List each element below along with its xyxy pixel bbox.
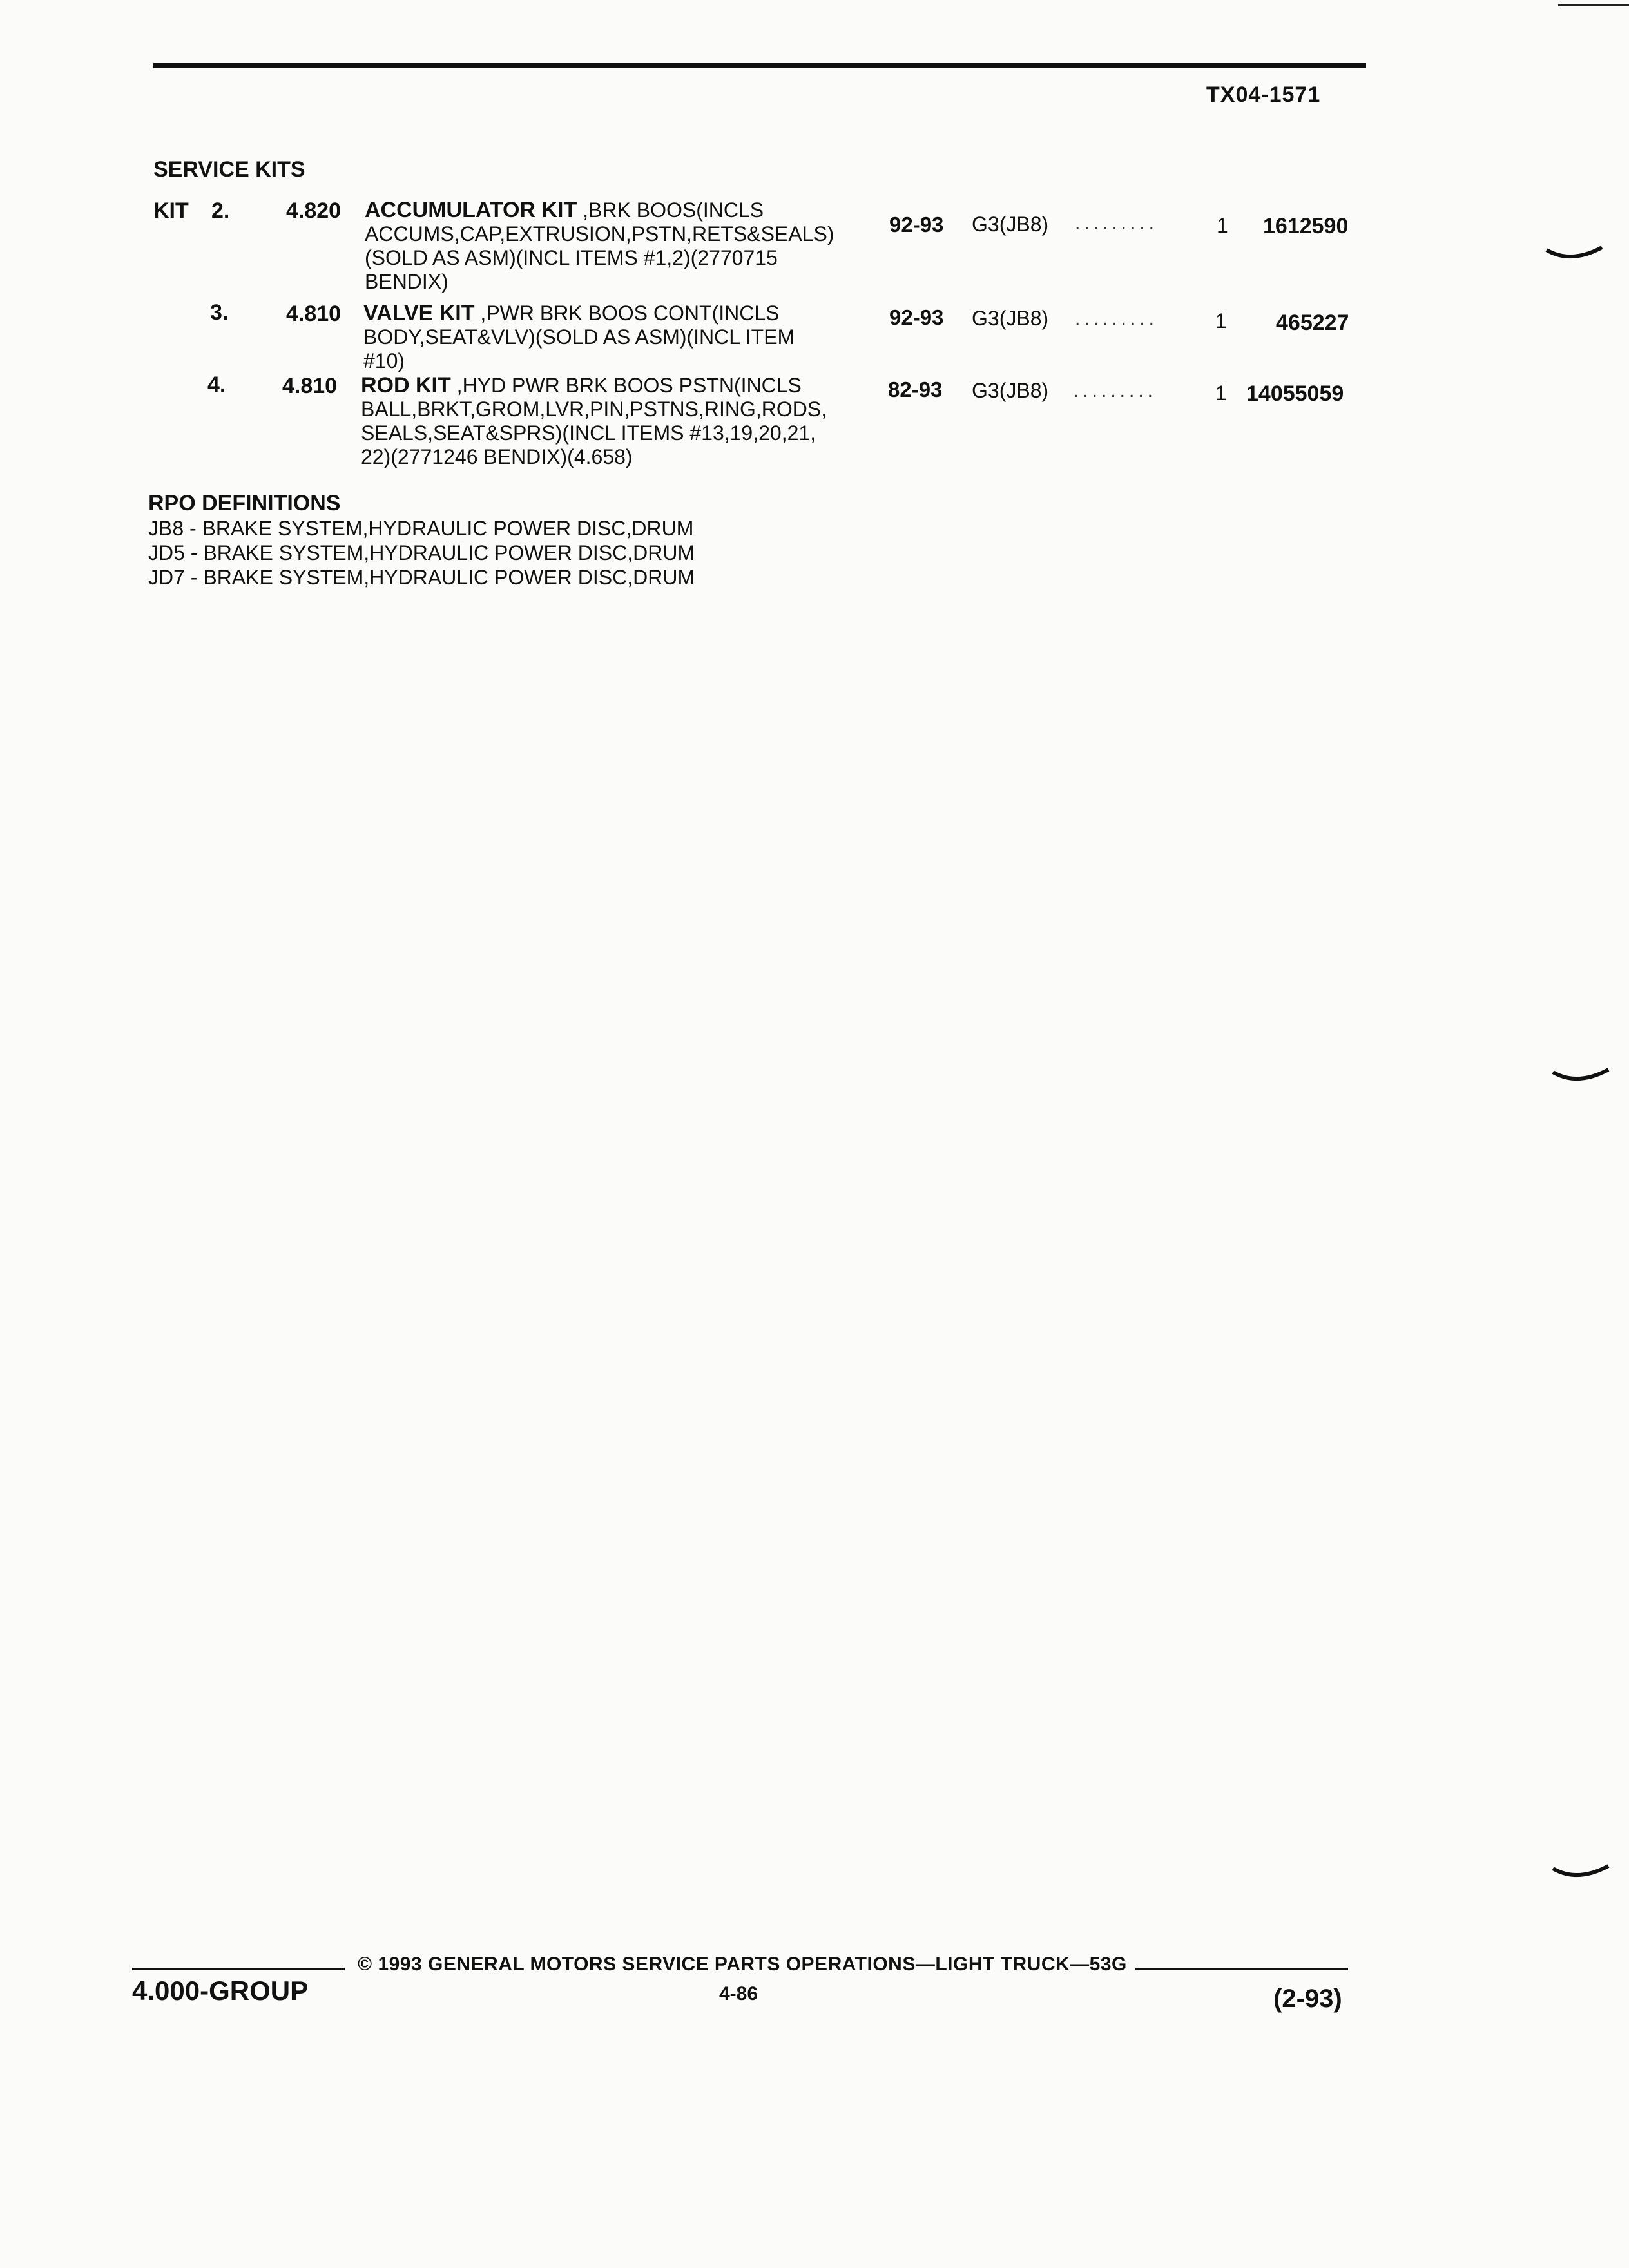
part-number: 14055059 <box>1246 381 1344 406</box>
item-ref: 4.810 <box>286 302 342 326</box>
item-desc-line: ACCUMS,CAP,EXTRUSION,PSTN,RETS&SEALS) <box>365 222 834 245</box>
item-model: G3(JB8) <box>972 213 1049 236</box>
item-qty: 1 <box>1217 214 1228 237</box>
item-desc-line: ,PWR BRK BOOS CONT(INCLS <box>480 302 780 325</box>
binder-mark-icon <box>1545 245 1603 264</box>
item-desc-line: ,HYD PWR BRK BOOS PSTN(INCLS <box>456 374 802 397</box>
kit-label: KIT <box>153 198 189 223</box>
rpo-definition: JD7 - BRAKE SYSTEM,HYDRAULIC POWER DISC,DRUM <box>148 566 695 589</box>
item-desc-line: BALL,BRKT,GROM,LVR,PIN,PSTNS,RING,RODS, <box>361 398 827 421</box>
item-desc-line: ,BRK BOOS(INCLS <box>583 198 764 222</box>
item-qty: 1 <box>1215 381 1227 405</box>
footer-page-number: 4-86 <box>719 1983 758 2004</box>
item-desc-line: SEALS,SEAT&SPRS)(INCL ITEMS #13,19,20,21, <box>361 421 816 445</box>
item-number: 3. <box>210 300 229 325</box>
item-desc-line: (SOLD AS ASM)(INCL ITEMS #1,2)(2770715 <box>365 246 778 269</box>
corner-scan-line <box>1558 4 1629 6</box>
binder-mark-icon <box>1552 1067 1610 1086</box>
item-description <box>365 198 880 294</box>
leader-dots: ......... <box>1075 308 1159 329</box>
item-description <box>361 374 876 469</box>
item-desc-line: BENDIX) <box>365 270 448 293</box>
document-id: TX04-1571 <box>1206 82 1321 107</box>
rpo-definition: JD5 - BRAKE SYSTEM,HYDRAULIC POWER DISC,DRUM <box>148 541 695 564</box>
footer-date: (2-93) <box>1273 1984 1342 2013</box>
item-years: 82-93 <box>888 378 943 401</box>
service-kits-heading: SERVICE KITS <box>153 157 305 182</box>
item-model: G3(JB8) <box>972 307 1049 330</box>
part-number: 465227 <box>1276 311 1349 335</box>
item-number: 4. <box>207 372 226 397</box>
header-rule <box>153 63 1366 68</box>
item-years: 92-93 <box>889 213 944 236</box>
rpo-heading: RPO DEFINITIONS <box>148 491 341 515</box>
item-desc-line: BODY,SEAT&VLV)(SOLD AS ASM)(INCL ITEM <box>363 325 795 349</box>
item-name: VALVE KIT <box>363 301 475 325</box>
item-qty: 1 <box>1215 309 1227 332</box>
leader-dots: ......... <box>1075 213 1159 234</box>
item-name: ROD KIT <box>361 373 451 398</box>
item-number: 2. <box>211 198 230 223</box>
item-ref: 4.810 <box>282 374 338 398</box>
binder-mark-icon <box>1552 1863 1610 1883</box>
item-description <box>363 302 879 373</box>
rpo-definition: JB8 - BRAKE SYSTEM,HYDRAULIC POWER DISC,DRUM <box>148 517 694 540</box>
item-model: G3(JB8) <box>972 379 1049 402</box>
footer-group: 4.000-GROUP <box>132 1975 309 2006</box>
item-desc-line: #10) <box>363 349 405 372</box>
item-name: ACCUMULATOR KIT <box>365 198 577 222</box>
part-number: 1612590 <box>1263 214 1349 238</box>
leader-dots: ......... <box>1074 380 1157 401</box>
item-ref: 4.820 <box>286 198 342 223</box>
item-years: 92-93 <box>889 305 944 329</box>
footer-rule-left <box>132 1968 345 1970</box>
item-desc-line: 22)(2771246 BENDIX)(4.658) <box>361 445 633 468</box>
footer-copyright: © 1993 GENERAL MOTORS SERVICE PARTS OPERATIONS—LIGHT TRUCK—53G <box>358 1954 1127 1975</box>
footer-rule-right <box>1135 1968 1348 1970</box>
